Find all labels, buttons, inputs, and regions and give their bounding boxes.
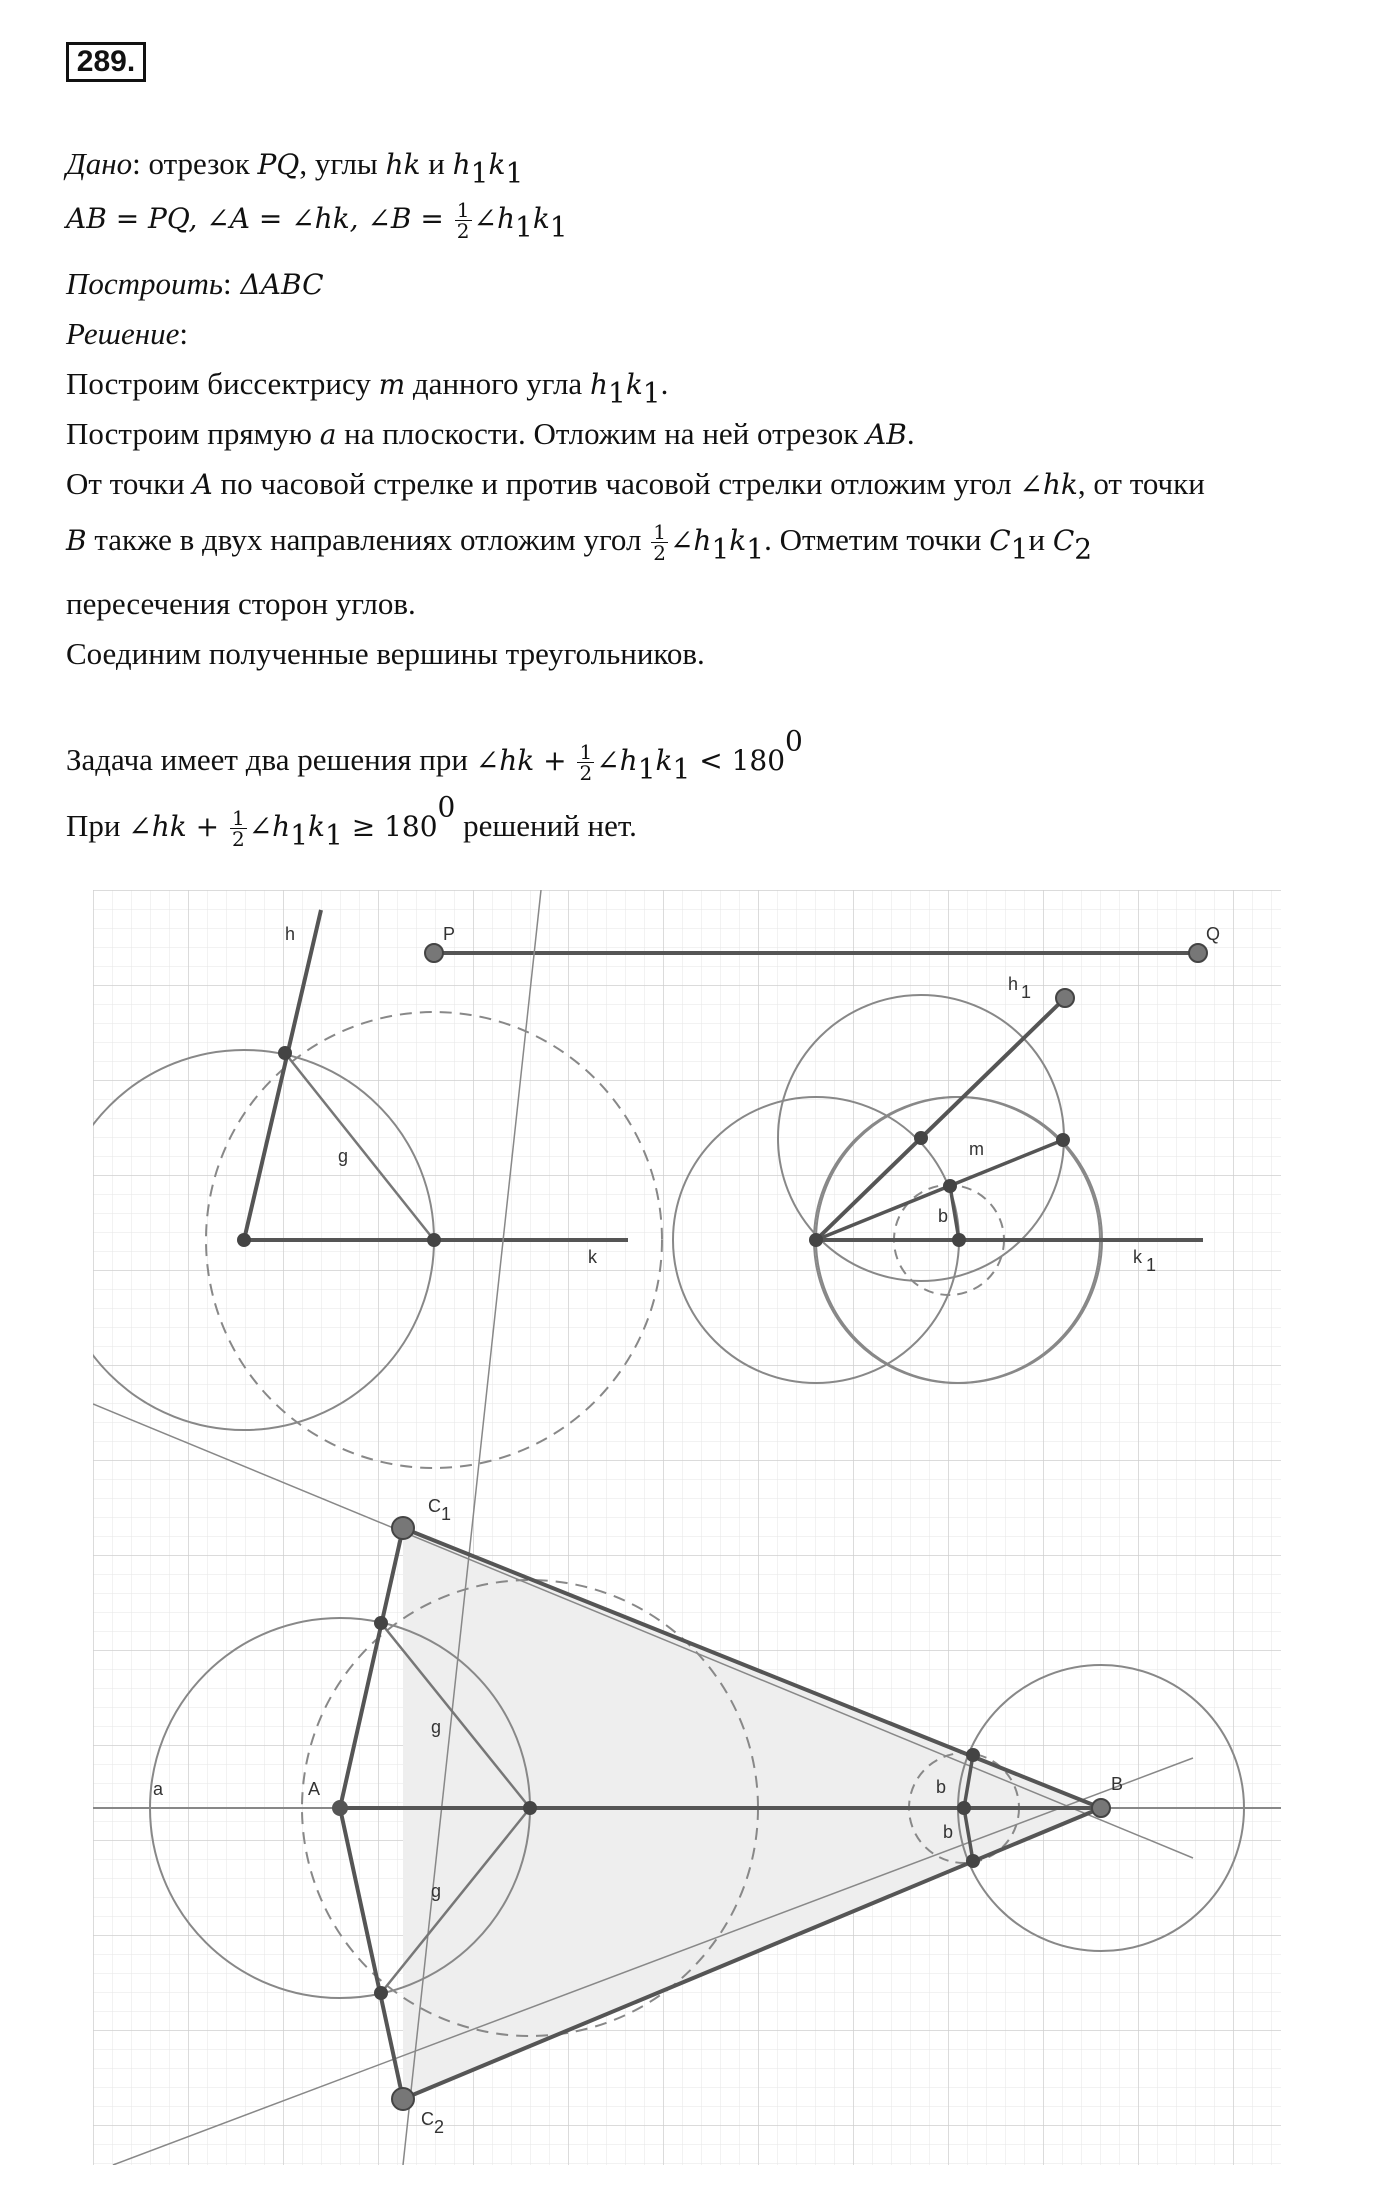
- vertex-point: [237, 1233, 251, 1247]
- angle-hk: hk: [385, 148, 421, 181]
- step-6: Соединим полученные вершины треугольников.: [66, 636, 705, 671]
- step-3: От точки A по часовой стрелке и против часовой стрелки отложим угол ∠hk, от точки: [66, 466, 1205, 501]
- point: [966, 1854, 980, 1868]
- point-c2: [392, 2088, 414, 2110]
- point: [809, 1233, 823, 1247]
- point-h1-end: [1056, 989, 1074, 1007]
- point: [1056, 1133, 1070, 1147]
- svg-text:1: 1: [1146, 1255, 1157, 1275]
- label-c1: C: [428, 1496, 441, 1516]
- point: [427, 1233, 441, 1247]
- step-4: B также в двух направлениях отложим угол $\frac{1}{2}$ $\angle h_1k_1$. Отметим точки $C_1и$ $C_2$: [66, 520, 1093, 566]
- label-b-lower: b: [943, 1822, 954, 1842]
- label-g-upper: g: [431, 1717, 442, 1737]
- point: [966, 1748, 980, 1762]
- label-k1: k: [1133, 1247, 1142, 1267]
- point: [957, 1801, 971, 1815]
- conclusion-1: Задача имеет два решения при ∠hk + $\frac{1}{2}$ $\angle h_1k_1 < 180^0$: [66, 724, 803, 786]
- label-b-upper: b: [936, 1777, 947, 1797]
- solution-label-line: Решение:: [66, 316, 188, 351]
- label-h1: h: [1008, 974, 1019, 994]
- point: [278, 1046, 292, 1060]
- point-b: [1092, 1799, 1110, 1817]
- step-2: Построим прямую a на плоскости. Отложим на ней отрезок AB.: [66, 416, 915, 451]
- step-1: Построим биссектрису m данного угла $h_1k_1$.: [66, 366, 669, 410]
- label-c2: C: [421, 2109, 434, 2129]
- label-a-point: A: [308, 1779, 321, 1799]
- point: [523, 1801, 537, 1815]
- label-g-lower: g: [431, 1881, 442, 1901]
- label-h: h: [285, 924, 296, 944]
- svg-text:1: 1: [1021, 982, 1032, 1002]
- label-g: g: [338, 1146, 349, 1166]
- point-a: [332, 1800, 348, 1816]
- svg-text:1: 1: [441, 1504, 452, 1524]
- label-b-point: B: [1111, 1774, 1124, 1794]
- point: [914, 1131, 928, 1145]
- label-b: b: [938, 1206, 949, 1226]
- solution-label: Решение: [66, 316, 180, 351]
- segment-pq: PQ: [257, 148, 300, 181]
- fraction-half: $\frac{1}{2}$: [456, 198, 470, 244]
- point: [374, 1616, 388, 1630]
- point: [943, 1179, 957, 1193]
- point-c1: [392, 1517, 414, 1539]
- point: [952, 1233, 966, 1247]
- point-q: [1189, 944, 1207, 962]
- point-p: [425, 944, 443, 962]
- given-label: Дано: [66, 146, 133, 181]
- problem-number: 289.: [66, 42, 146, 82]
- label-q: Q: [1206, 924, 1221, 944]
- label-line-a: a: [153, 1779, 164, 1799]
- conditions-text: AB = PQ, ∠A = ∠hk, ∠B =: [66, 202, 453, 235]
- construct-label: Построить: [66, 266, 224, 301]
- label-m: m: [969, 1139, 984, 1159]
- conclusion-2: При ∠hk + $\frac{1}{2}$ $\angle h_1k_1 \ge 180^0$ решений нет.: [66, 790, 637, 852]
- svg-text:2: 2: [434, 2117, 445, 2137]
- label-p: P: [443, 924, 456, 944]
- conditions-line: AB = PQ, ∠A = ∠hk, ∠B = $\frac{1}{2}$ $\angle h_1k_1$: [66, 198, 568, 244]
- construct-line: Построить: ΔABC: [66, 266, 324, 301]
- step-5: пересечения сторон углов.: [66, 586, 416, 621]
- point: [374, 1986, 388, 2000]
- label-k: k: [588, 1247, 597, 1267]
- construction-figure: [93, 890, 1281, 2165]
- given-line: Дано: отрезок PQ, углы hk и $h_1k_1$: [66, 146, 524, 190]
